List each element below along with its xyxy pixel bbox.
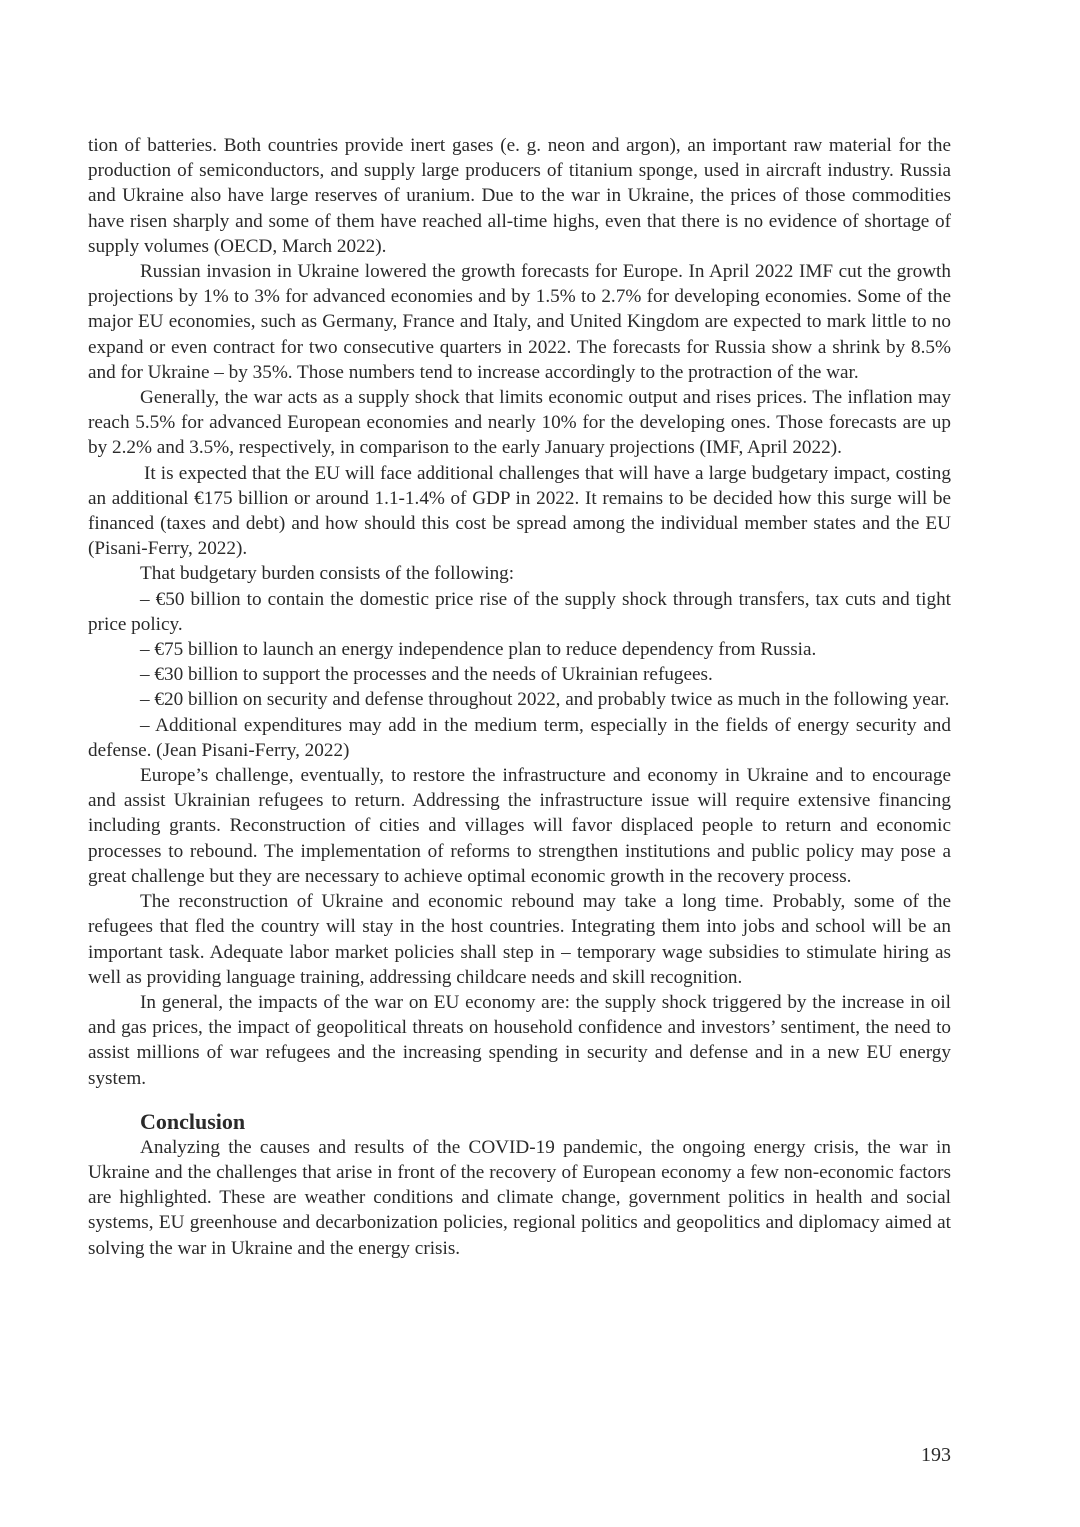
paragraph-growth-forecasts: Russian invasion in Ukraine lowered the growth forecasts for Europe. In April 2022 IMF cut the growth projections by 1% to 3% for advanced economies and by 1.5% to 2.7% for developing economies. Some of the major EU economies, such as Germany, France and Italy, and United Kingdom are expected to mark little to no expand or even contract for two consecutive quarters in 2022. The forecasts for Russia show a shrink by 8.5% and for Ukraine – by 35%. Those numbers tend to increase accordingly to the protraction of the war. xyxy=(88,261,951,383)
paragraph-burden-intro: That budgetary burden consists of the following: xyxy=(140,563,515,585)
page-number: 193 xyxy=(921,1444,951,1466)
conclusion-heading: Conclusion xyxy=(140,1108,246,1134)
paragraph-supply-shock: Generally, the war acts as a supply shock that limits economic output and rises prices. The inflation may reach 5.5% for advanced European economies and nearly 10% for the developing ones. Those forecasts are up by 2.2% and 3.5%, respectively, in comparison to the early January projections (IMF, April 2022). xyxy=(88,387,951,459)
paragraph-continued: tion of batteries. Both countries provide inert gases (e. g. neon and argon), an important raw material for the production of semiconductors, and supply large producers of titanium sponge, used in aircraft industry. Russia and Ukraine also have large reserves of uranium. Due to the war in Ukraine, the prices of those commodities have risen sharply and some of them have reached all-time highs, even that there is no evidence of shortage of supply volumes (OECD, March 2022). xyxy=(88,135,951,257)
list-item-energy-independence: – €75 billion to launch an energy independence plan to reduce dependency from Russia. xyxy=(140,639,817,661)
paragraph-impacts-summary: In general, the impacts of the war on EU economy are: the supply shock triggered by the increase in oil and gas prices, the impact of geopolitical threats on household confidence and investors’ sentiment, the need to assist millions of war refugees and the increasing spending in security and defense and in a new EU energy system. xyxy=(88,991,951,1089)
page-content xyxy=(88,133,951,1261)
list-item-additional-expenditures: – Additional expenditures may add in the medium term, especially in the fields of energy security and defense. (Jean Pisani-Ferry, 2022) xyxy=(88,714,951,761)
main-body-text xyxy=(88,133,951,1261)
list-item-security-defense: – €20 billion on security and defense throughout 2022, and probably twice as much in the following year. xyxy=(140,689,950,711)
paragraph-budgetary-impact: It is expected that the EU will face additional challenges that will have a large budgetary impact, costing an additional €175 billion or around 1.1-1.4% of GDP in 2022. It remains to be decided how this surge will be financed (taxes and debt) and how should this cost be spread among the individual member states and the EU (Pisani-Ferry, 2022). xyxy=(88,462,951,560)
list-item-price-rise: – €50 billion to contain the domestic price rise of the supply shock through transfers, tax cuts and tight price policy. xyxy=(88,588,951,635)
conclusion-paragraph: Analyzing the causes and results of the COVID-19 pandemic, the ongoing energy crisis, the war in Ukraine and the challenges that arise in front of the recovery of European economy a few non-economic factors are highlighted. These are weather conditions and climate change, government politics in health and social systems, EU greenhouse and decarbonization policies, regional politics and geopolitics and diplomacy aimed at solving the war in Ukraine and the energy crisis. xyxy=(88,1136,951,1259)
list-item-refugees: – €30 billion to support the processes and the needs of Ukrainian refugees. xyxy=(140,664,713,686)
paragraph-europe-challenge: Europe’s challenge, eventually, to restore the infrastructure and economy in Ukraine and to encourage and assist Ukrainian refugees to return. Addressing the infrastructure issue will require extensive financing including grants. Reconstruction of cities and villages will favor displaced people to return and economic processes to rebound. The implementation of reforms to strengthen institutions and public policy may pose a great challenge but they are necessary to achieve optimal economic growth in the recovery process. xyxy=(88,765,951,887)
paragraph-reconstruction: The reconstruction of Ukraine and economic rebound may take a long time. Probably, some of the refugees that fled the country will stay in the host countries. Integrating them into jobs and school will be an important task. Adequate labor market policies shall step in – temporary wage subsidies to stimulate hiring as well as providing language training, addressing childcare needs and skill recognition. xyxy=(88,891,951,988)
